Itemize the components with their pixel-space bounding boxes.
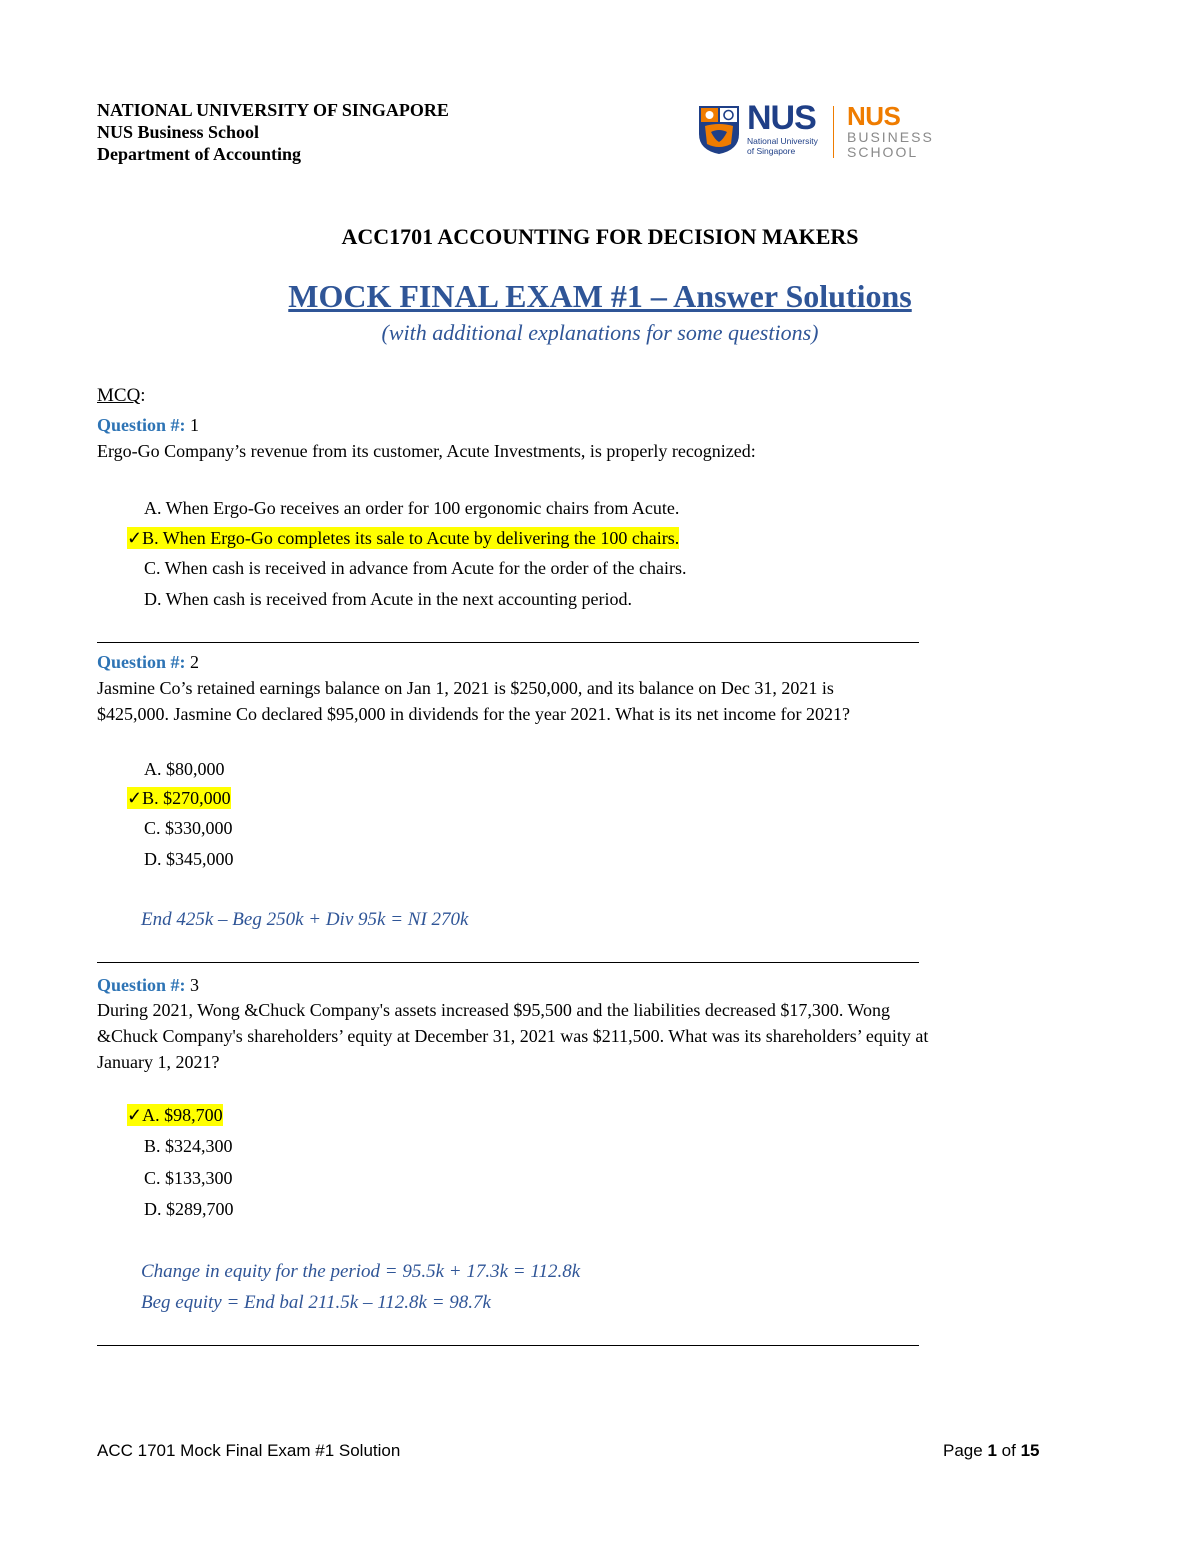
nus-crest-icon [697, 104, 741, 156]
nus-business-wordmark: NUS [847, 101, 901, 131]
section-label-suffix: : [140, 385, 146, 406]
question-divider [97, 962, 919, 963]
business-school-subtext [847, 130, 934, 160]
question-divider [97, 1345, 919, 1346]
answer-explanation: Change in equity for the period = 95.5k + 17.3k = 112.8k [141, 1261, 581, 1282]
question-text [97, 997, 928, 1075]
question-number: 3 [190, 975, 200, 995]
nus-logo [697, 100, 957, 164]
question-label: Question #: [97, 652, 186, 672]
department-name: Department of Accounting [97, 144, 301, 164]
question-text [97, 675, 850, 727]
nus-subtext-line: of Singapore [747, 146, 796, 156]
answer-explanation: End 425k – Beg 250k + Div 95k = NI 270k [141, 909, 469, 930]
question-header [97, 652, 199, 673]
university-name: NATIONAL UNIVERSITY OF SINGAPORE [97, 100, 449, 120]
option-a: A. When Ergo-Go receives an order for 100 ergonomic chairs from Acute. [144, 498, 680, 518]
option-d: D. $345,000 [144, 849, 234, 869]
page-number: 1 [987, 1441, 997, 1460]
option-c: C. $133,300 [144, 1168, 233, 1188]
question-text-line: Jasmine Co’s retained earnings balance on Jan 1, 2021 is $250,000, and its balance on Dec 31, 2021 is [97, 678, 834, 698]
business-line: BUSINESS [847, 129, 934, 145]
option-d: D. When cash is received from Acute in the next accounting period. [144, 589, 633, 609]
school-line: SCHOOL [847, 144, 919, 160]
option-a-correct: ✓A. $98,700 [127, 1105, 223, 1125]
option-a: A. $80,000 [144, 759, 225, 779]
exam-title: MOCK FINAL EXAM #1 – Answer Solutions [288, 278, 912, 314]
school-name: NUS Business School [97, 122, 260, 142]
page-total: 15 [1020, 1441, 1040, 1460]
question-text-line: During 2021, Wong &Chuck Company's assets increased $95,500 and the liabilities decreased $17,300. Wong [97, 1000, 891, 1020]
question-text: Ergo-Go Company’s revenue from its customer, Acute Investments, is properly recognized: [97, 441, 756, 461]
nus-wordmark: NUS [747, 99, 816, 137]
question-header [97, 415, 199, 436]
option-c: C. $330,000 [144, 818, 233, 838]
question-number: 1 [190, 415, 200, 435]
page-indicator [943, 1441, 1039, 1461]
course-title: ACC1701 ACCOUNTING FOR DECISION MAKERS [341, 224, 859, 249]
page-word: Page [943, 1441, 983, 1460]
question-text-line: &Chuck Company's shareholders’ equity at December 31, 2021 was $211,500. What was its shareholders’ equity at [97, 1026, 929, 1046]
exam-subtitle: (with additional explanations for some questions) [381, 320, 819, 345]
option-c: C. When cash is received in advance from Acute for the order of the chairs. [144, 558, 687, 578]
option-d: D. $289,700 [144, 1199, 234, 1219]
logo-divider [833, 106, 834, 158]
question-text-line: $425,000. Jasmine Co declared $95,000 in dividends for the year 2021. What is its net income for 2021? [97, 704, 851, 724]
section-label [97, 385, 146, 407]
question-label: Question #: [97, 975, 186, 995]
option-b: B. $324,300 [144, 1136, 233, 1156]
option-b-correct: ✓B. $270,000 [127, 788, 231, 808]
question-text-line: January 1, 2021? [97, 1052, 220, 1072]
nus-subtext-line: National University [747, 136, 818, 146]
of-word: of [1001, 1441, 1016, 1460]
footer-title: ACC 1701 Mock Final Exam #1 Solution [97, 1441, 401, 1460]
section-label-text: MCQ [97, 385, 141, 406]
answer-explanation: Beg equity = End bal 211.5k – 112.8k = 98.7k [141, 1292, 491, 1313]
question-number: 2 [190, 652, 200, 672]
question-divider [97, 642, 919, 643]
nus-subtext [747, 136, 827, 156]
question-label: Question #: [97, 415, 186, 435]
question-header [97, 975, 199, 996]
option-b-correct: ✓B. When Ergo-Go completes its sale to Acute by delivering the 100 chairs. [127, 528, 680, 548]
